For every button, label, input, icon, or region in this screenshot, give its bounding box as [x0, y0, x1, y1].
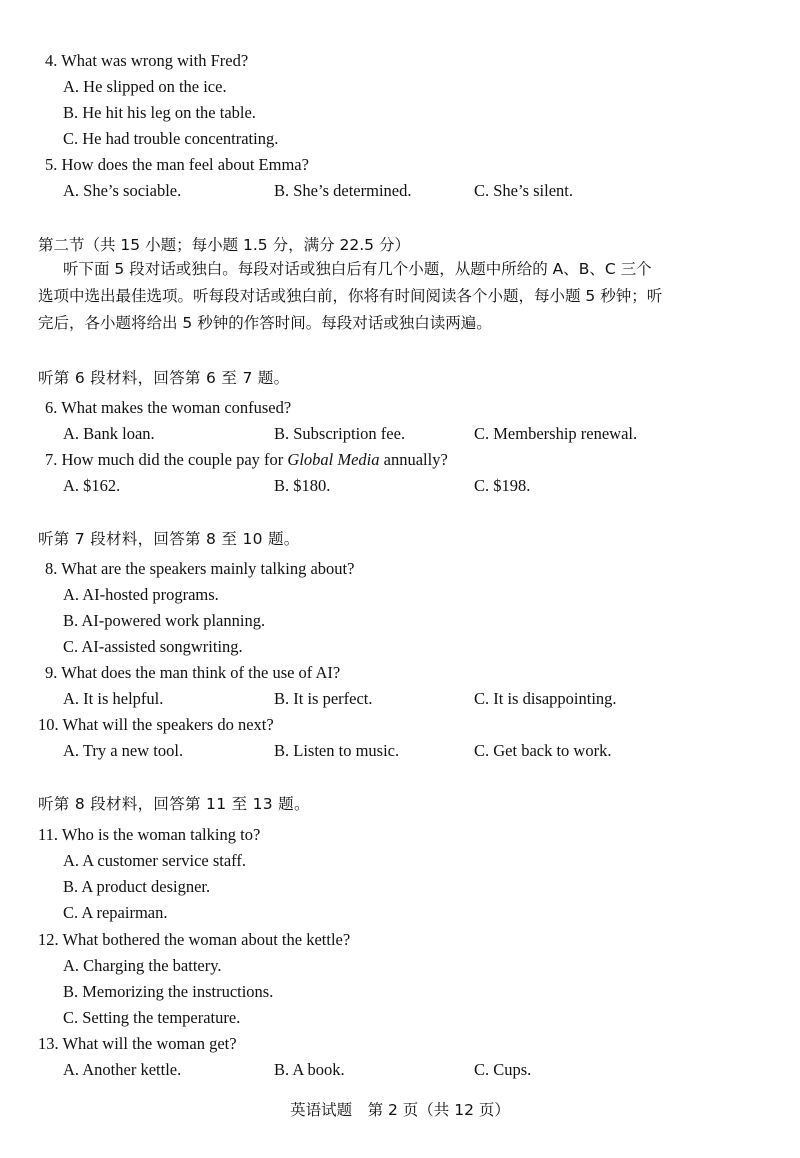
option-b: B. A book.: [274, 1060, 345, 1079]
option-a: A. Charging the battery.: [63, 956, 222, 975]
section-2-title: 第二节（共 15 小题；每小题 1.5 分，满分 22.5 分）: [38, 236, 410, 254]
question-12: [38, 929, 350, 951]
option-c: C. She’s silent.: [474, 181, 574, 200]
question-number: 13.: [38, 1034, 59, 1053]
option-a: A. A customer service staff.: [63, 851, 246, 870]
question-text: What makes the woman confused?: [61, 398, 292, 417]
option-a: A. Bank loan.: [63, 424, 155, 443]
group-6-heading: 听第 6 段材料，回答第 6 至 7 题。: [38, 369, 290, 387]
option-a: A. AI-hosted programs.: [63, 585, 219, 604]
question-4: [45, 50, 248, 72]
question-number: 7.: [45, 450, 58, 469]
question-number: 9.: [45, 663, 58, 682]
instruction-line-1: 听下面 5 段对话或独白。每段对话或独白后有几个小题，从题中所给的 A、B、C 三个: [63, 260, 652, 278]
option-b: B. He hit his leg on the table.: [63, 103, 256, 122]
option-a: A. It is helpful.: [63, 689, 164, 708]
instruction-line-2: 选项中选出最佳选项。听每段对话或独白前，你将有时间阅读各个小题，每小题 5 秒钟；听: [38, 287, 663, 305]
option-b: B. It is perfect.: [274, 689, 373, 708]
question-6: [45, 397, 291, 419]
option-c: C. It is disappointing.: [474, 689, 617, 708]
question-13: [38, 1033, 237, 1055]
question-number: 4.: [45, 51, 58, 70]
option-c: C. Membership renewal.: [474, 424, 638, 443]
question-number: 8.: [45, 559, 58, 578]
option-b: B. Subscription fee.: [274, 424, 406, 443]
option-a: A. $162.: [63, 476, 121, 495]
option-c: C. Cups.: [474, 1060, 532, 1079]
publication-title: Global Media: [287, 450, 380, 469]
question-text: What was wrong with Fred?: [61, 51, 249, 70]
option-a: A. Try a new tool.: [63, 741, 184, 760]
option-a: A. He slipped on the ice.: [63, 77, 227, 96]
question-text: How much did the couple pay for: [61, 450, 288, 469]
group-7-heading: 听第 7 段材料，回答第 8 至 10 题。: [38, 530, 300, 548]
option-a: A. She’s sociable.: [63, 181, 182, 200]
question-text: What does the man think of the use of AI?: [61, 663, 341, 682]
question-number: 10.: [38, 715, 59, 734]
option-c: C. Get back to work.: [474, 741, 612, 760]
question-number: 6.: [45, 398, 58, 417]
question-text: What are the speakers mainly talking about?: [61, 559, 355, 578]
question-8: [45, 558, 354, 580]
question-number: 5.: [45, 155, 58, 174]
page-footer: 英语试题 第 2 页（共 12 页）: [290, 1101, 510, 1119]
option-b: B. Listen to music.: [274, 741, 400, 760]
question-text-end: annually?: [379, 450, 448, 469]
option-b: B. AI-powered work planning.: [63, 611, 266, 630]
question-number: 12.: [38, 930, 59, 949]
option-a: A. Another kettle.: [63, 1060, 182, 1079]
option-b: B. $180.: [274, 476, 331, 495]
option-b: B. She’s determined.: [274, 181, 412, 200]
option-c: C. Setting the temperature.: [63, 1008, 241, 1027]
option-c: C. A repairman.: [63, 903, 168, 922]
option-b: B. Memorizing the instructions.: [63, 982, 274, 1001]
question-text: Who is the woman talking to?: [61, 825, 261, 844]
option-b: B. A product designer.: [63, 877, 211, 896]
question-text: What will the woman get?: [62, 1034, 237, 1053]
question-9: [45, 662, 340, 684]
question-5: [45, 154, 309, 176]
question-text: How does the man feel about Emma?: [61, 155, 309, 174]
question-text: What will the speakers do next?: [62, 715, 274, 734]
question-11: [38, 824, 260, 846]
option-c: C. $198.: [474, 476, 531, 495]
instruction-line-3: 完后，各小题将给出 5 秒钟的作答时间。每段对话或独白读两遍。: [38, 314, 492, 332]
question-text: What bothered the woman about the kettle?: [62, 930, 351, 949]
question-10: [38, 714, 274, 736]
group-8-heading: 听第 8 段材料，回答第 11 至 13 题。: [38, 795, 310, 813]
option-c: C. He had trouble concentrating.: [63, 129, 279, 148]
option-c: C. AI-assisted songwriting.: [63, 637, 243, 656]
question-number: 11.: [38, 825, 59, 844]
question-7: [45, 449, 448, 471]
